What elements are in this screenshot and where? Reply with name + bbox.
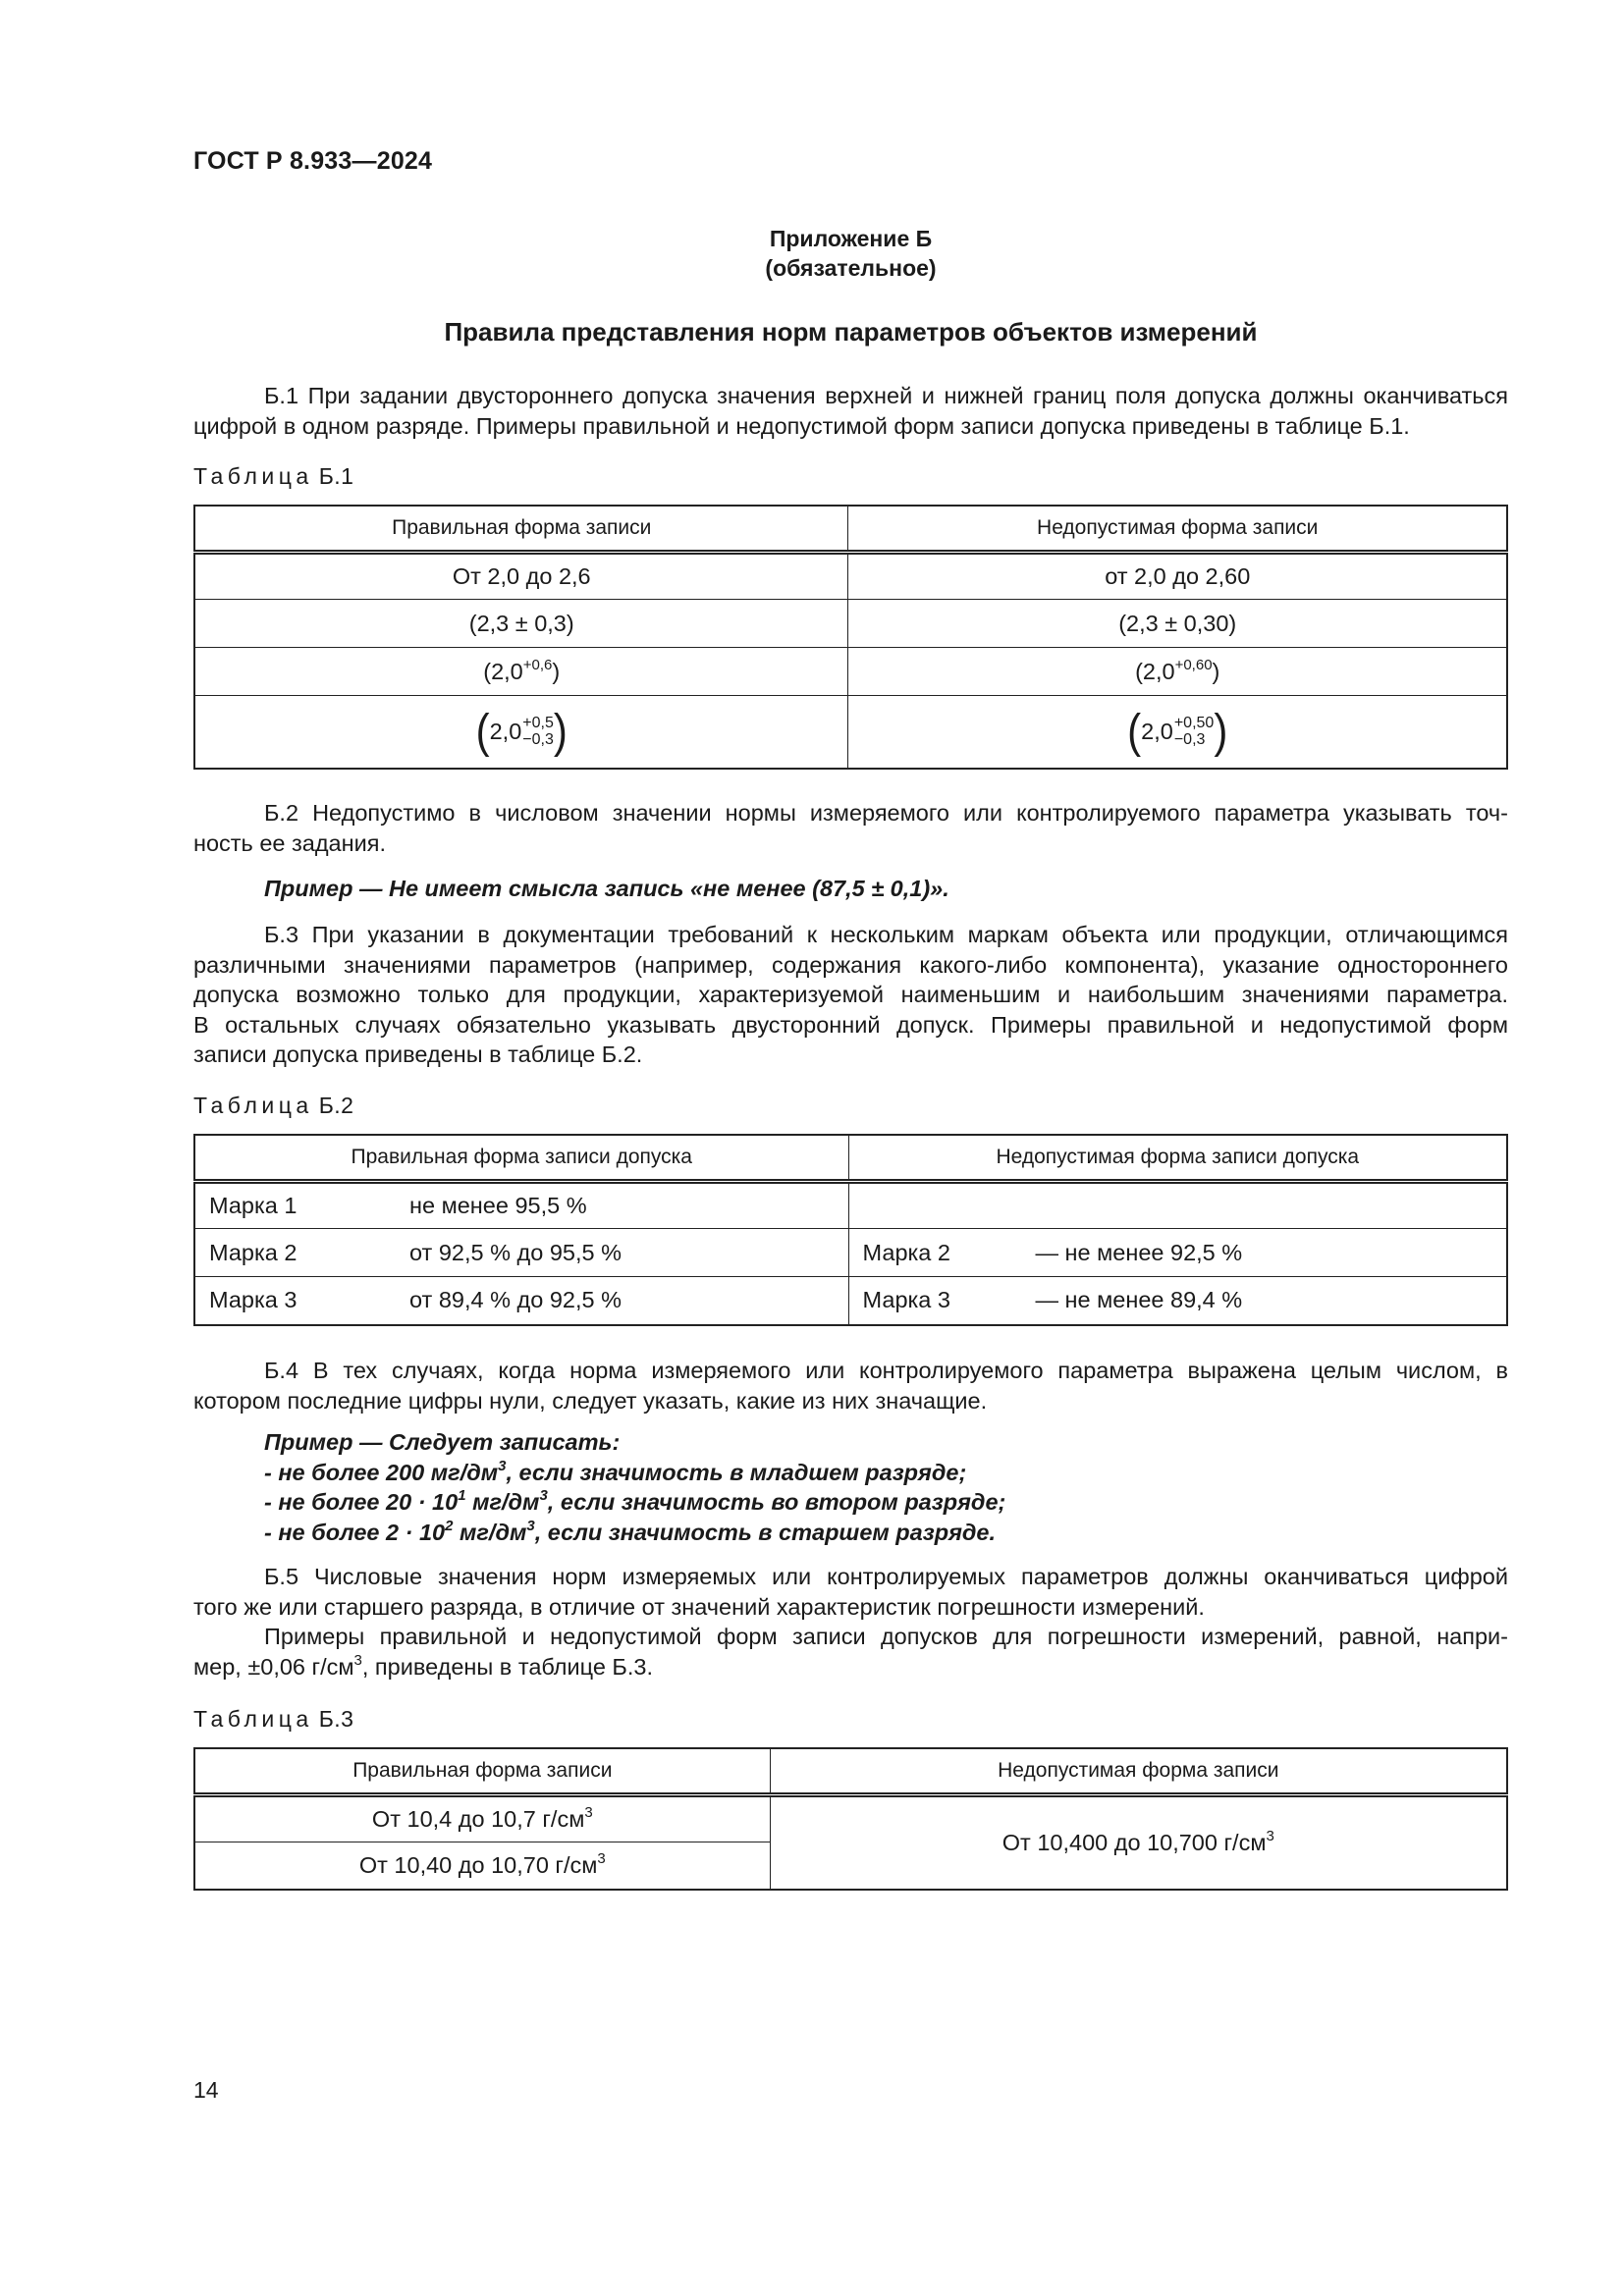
example-2-title: Пример — Следует записать:: [264, 1429, 621, 1455]
section-title: Правила представления норм параметров объектов измерений: [444, 317, 1258, 347]
table-header-cell: Правильная форма записи: [194, 1748, 770, 1795]
table-header-cell: Недопустимая форма записи: [770, 1748, 1507, 1795]
page-number: 14: [193, 2077, 219, 2103]
table-cell: $(2,0^{+0,60})$: [848, 648, 1507, 696]
table-cell: От 10,400 до 10,700 $г/см^3$: [770, 1795, 1507, 1890]
table-header-cell: Недопустимая форма записи: [848, 506, 1507, 553]
table-cell: ( 2,0 +0,50 −0,3 ): [848, 696, 1507, 769]
document-code: ГОСТ Р 8.933—2024: [193, 147, 433, 175]
table-cell: Марка 3 от 89,4 % до 92,5 %: [194, 1277, 848, 1325]
table-header-row: [194, 1135, 1507, 1182]
table-cell: от 2,0 до 2,60: [848, 553, 1507, 600]
table-b2-caption: Таблица Б.2: [193, 1093, 354, 1118]
appendix-title: Приложение Б: [769, 226, 933, 251]
example-1: Пример — Не имеет смысла запись «не менее (87,5 ± 0,1)».: [264, 876, 949, 901]
example-2-item: - не более $20 \cdot 10^1$ $мг/дм^3$, если значимость во втором разряде;: [264, 1487, 1006, 1515]
table-b3: [193, 1747, 1508, 1891]
paragraph-b5: Б.5 Числовые значения норм измеряемых или контролируемых параметров должны оканчиваться цифрой того же или старшего разряда, в отличие от значений характеристик погрешности измерений. Примеры правильной и недопустимой форм записи допусков для погрешности измерений, равной, напри- мер, ±0,06 $г/см^3$, приведены в таблице Б.3.: [193, 1564, 1508, 1680]
table-row: [194, 1229, 1507, 1277]
table-b2: [193, 1134, 1508, 1326]
paragraph-b3: Б.3 При указании в документации требований к нескольким маркам объекта или продукции, отличающимся различными значениями параметров (например, содержания какого-либо компонента), указание одностороннего допуска возможно только для продукции, характеризуемой наименьшим и наибольшим значениями параметра. В остальных случаях обязательно указывать двусторонний допуск. Примеры правильной и недопустимой форм записи допуска приведены в таблице Б.2.: [193, 922, 1508, 1067]
example-2: [264, 1427, 1508, 1547]
table-header-cell: Правильная форма записи допуска: [194, 1135, 848, 1182]
paragraph-b4: Б.4 В тех случаях, когда норма измеряемого или контролируемого параметра выражена целым числом, в котором последние цифры нули, следует указать, какие из них значащие.: [193, 1358, 1508, 1414]
table-cell: (2,3 ± 0,3): [194, 600, 848, 648]
table-row: [194, 1182, 1507, 1229]
example-2-item: - не более 200 $мг/дм^3$, если значимость в младшем разряде;: [264, 1457, 967, 1485]
table-row: [194, 648, 1507, 696]
table-cell: (2,3 ± 0,30): [848, 600, 1507, 648]
table-cell: $(2,0^{+0,6})$: [194, 648, 848, 696]
table-row: [194, 1795, 1507, 1842]
table-cell: От 2,0 до 2,6: [194, 553, 848, 600]
table-cell: Марка 3 — не менее 89,4 %: [848, 1277, 1507, 1325]
table-cell: [848, 1182, 1507, 1229]
table-header-cell: Недопустимая форма записи допуска: [848, 1135, 1507, 1182]
paragraph-b2: Б.2 Недопустимо в числовом значении нормы измеряемого или контролируемого параметра указывать точ- ность ее задания.: [193, 800, 1508, 856]
table-b1-caption: Таблица Б.1: [193, 463, 354, 489]
table-row: [194, 1277, 1507, 1325]
table-cell: От 10,40 до 10,70 $г/см^3$: [194, 1842, 770, 1890]
table-header-cell: Правильная форма записи: [194, 506, 848, 553]
table-b1: [193, 505, 1508, 770]
table-cell: От 10,4 до 10,7 $г/см^3$: [194, 1795, 770, 1842]
table-cell: Марка 2 от 92,5 % до 95,5 %: [194, 1229, 848, 1277]
table-b3-caption: Таблица Б.3: [193, 1706, 354, 1732]
table-row: [194, 696, 1507, 769]
table-cell: ( 2,0 +0,5 −0,3 ): [194, 696, 848, 769]
table-row: [194, 600, 1507, 648]
appendix-status: (обязательное): [765, 255, 937, 281]
table-header-row: [194, 1748, 1507, 1795]
paragraph-b1: Б.1 При задании двустороннего допуска значения верхней и нижней границ поля допуска должны оканчиваться цифрой в одном разряде. Примеры правильной и недопустимой форм записи допуска приведены в таблице Б.1.: [193, 383, 1508, 439]
example-2-item: - не более $2 \cdot 10^2$ $мг/дм^3$, если значимость в старшем разряде.: [264, 1517, 997, 1545]
table-header-row: [194, 506, 1507, 553]
table-row: [194, 553, 1507, 600]
table-cell: Марка 2 — не менее 92,5 %: [848, 1229, 1507, 1277]
table-cell: Марка 1 не менее 95,5 %: [194, 1182, 848, 1229]
